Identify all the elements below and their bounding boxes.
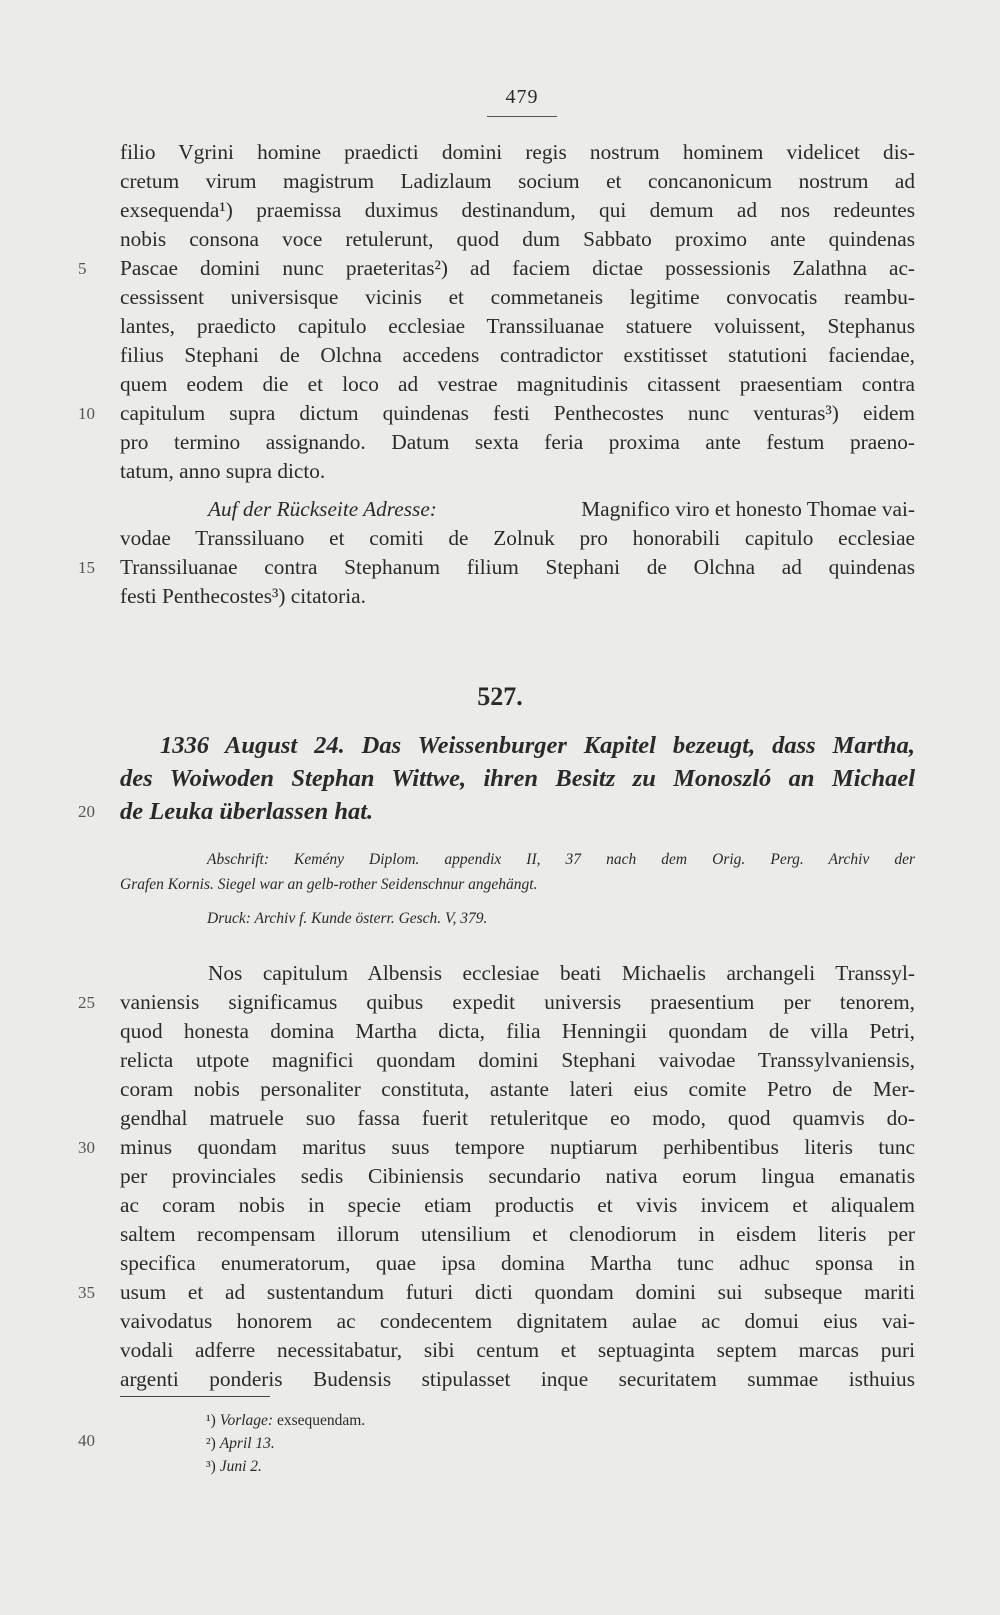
text-line: exsequenda¹) praemissa duximus destinandum, qui demum ad nos redeuntes xyxy=(120,198,915,222)
text-line: vodae Transsiluano et comiti de Zolnuk pro honorabili capitulo ecclesiae xyxy=(120,526,915,550)
source-note-line: Abschrift: Kemény Diplom. appendix II, 37 nach dem Orig. Perg. Archiv der xyxy=(207,851,915,868)
footnote-label: Vorlage: xyxy=(219,1412,274,1429)
address-label: Auf der Rückseite Adresse: xyxy=(208,497,437,521)
footnote xyxy=(206,1456,606,1478)
footnote-text: exsequendam. xyxy=(276,1412,366,1429)
footnote-text: Juni 2. xyxy=(219,1458,262,1475)
text-line: tatum, anno supra dicto. xyxy=(120,459,326,483)
page-number-rule xyxy=(487,116,557,117)
margin-line-number: 40 xyxy=(78,1431,95,1450)
margin-line-number: 5 xyxy=(78,259,87,278)
footnote xyxy=(206,1433,606,1455)
source-note-line: Druck: Archiv f. Kunde österr. Gesch. V, 379. xyxy=(207,910,488,927)
margin-line-number: 30 xyxy=(78,1138,95,1157)
entry-heading-line: de Leuka überlassen hat. xyxy=(120,798,374,825)
margin-line-number: 35 xyxy=(78,1283,95,1302)
footnote xyxy=(206,1410,606,1432)
text-line: Pascae domini nunc praeteritas²) ad faciem dictae possessionis Zalathna ac- xyxy=(120,256,915,280)
margin-line-number: 10 xyxy=(78,404,95,423)
text-line: gendhal matruele suo fassa fuerit retuleritque eo modo, quod quamvis do- xyxy=(120,1106,915,1130)
text-line: lantes, praedicto capitulo ecclesiae Transsiluanae statuere voluissent, Stephanus xyxy=(120,314,915,338)
text-line: vaniensis significamus quibus expedit universis praesentium per tenorem, xyxy=(120,990,915,1014)
text-line: pro termino assignando. Datum sexta feria proxima ante festum praeno- xyxy=(120,430,915,454)
text-line: ac coram nobis in specie etiam productis et vivis invicem et aliqualem xyxy=(120,1193,915,1217)
footnote-mark: ³) xyxy=(206,1458,216,1475)
text-line: vodali adferre necessitabatur, sibi centum et septuaginta septem marcas puri xyxy=(120,1338,915,1362)
entry-heading-line: 1336 August 24. Das Weissenburger Kapitel bezeugt, dass Martha, xyxy=(160,732,915,759)
text-line: vaivodatus honorem ac condecentem dignitatem aulae ac domui eius vai- xyxy=(120,1309,915,1333)
text-line: minus quondam maritus suus tempore nuptiarum perhibentibus literis tunc xyxy=(120,1135,915,1159)
text-line: usum et ad sustentandum futuri dicti quondam domini sui subseque mariti xyxy=(120,1280,915,1304)
text-line: specifica enumeratorum, quae ipsa domina Martha tunc adhuc sponsa in xyxy=(120,1251,915,1275)
text-line: quem eodem die et loco ad vestrae magnitudinis citassent praesentiam contra xyxy=(120,372,915,396)
text-line: saltem recompensam illorum utensilium et clenodiorum in eisdem literis per xyxy=(120,1222,915,1246)
text-line: capitulum supra dictum quindenas festi Penthecostes nunc venturas³) eidem xyxy=(120,401,915,425)
footnote-text: April 13. xyxy=(219,1435,275,1452)
text-line: festi Penthecostes³) citatoria. xyxy=(120,584,366,608)
text-line: Nos capitulum Albensis ecclesiae beati Michaelis archangeli Transsyl- xyxy=(208,961,915,985)
margin-line-number: 15 xyxy=(78,558,95,577)
margin-line-number: 20 xyxy=(78,802,95,821)
footnote-mark: ²) xyxy=(206,1435,216,1452)
text-line: nobis consona voce retulerunt, quod dum Sabbato proximo ante quindenas xyxy=(120,227,915,251)
text-line: relicta utpote magnifici quondam domini Stephani vaivodae Transsylvaniensis, xyxy=(120,1048,915,1072)
text-line: Transsiluanae contra Stephanum filium Stephani de Olchna ad quindenas xyxy=(120,555,915,579)
footnote-mark: ¹) xyxy=(206,1412,216,1429)
entry-heading-line: des Woiwoden Stephan Wittwe, ihren Besitz zu Monoszló an Michael xyxy=(120,765,915,792)
page-number: 479 xyxy=(505,86,539,108)
text-line: coram nobis personaliter constituta, astante lateri eius comite Petro de Mer- xyxy=(120,1077,915,1101)
address-text: Magnifico viro et honesto Thomae vai- xyxy=(581,497,915,521)
margin-line-number: 25 xyxy=(78,993,95,1012)
text-line: cessissent universisque vicinis et commetaneis legitime convocatis reambu- xyxy=(120,285,915,309)
text-line: quod honesta domina Martha dicta, filia Henningii quondam de villa Petri, xyxy=(120,1019,915,1043)
source-note-line: Grafen Kornis. Siegel war an gelb-rother Seidenschnur angehängt. xyxy=(120,876,538,893)
text-line: filius Stephani de Olchna accedens contradictor exstitisset statutioni faciendae, xyxy=(120,343,915,367)
text-line: filio Vgrini homine praedicti domini regis nostrum hominem videlicet dis- xyxy=(120,140,915,164)
footnote-rule xyxy=(120,1396,270,1397)
entry-number: 527. xyxy=(477,682,523,711)
text-line: per provinciales sedis Cibiniensis secundario nativa eorum lingua emanatis xyxy=(120,1164,915,1188)
text-line: cretum virum magistrum Ladizlaum socium et concanonicum nostrum ad xyxy=(120,169,915,193)
text-line: argenti ponderis Budensis stipulasset inque securitatem summae isthuius xyxy=(120,1367,915,1391)
address-first-line xyxy=(208,494,915,524)
